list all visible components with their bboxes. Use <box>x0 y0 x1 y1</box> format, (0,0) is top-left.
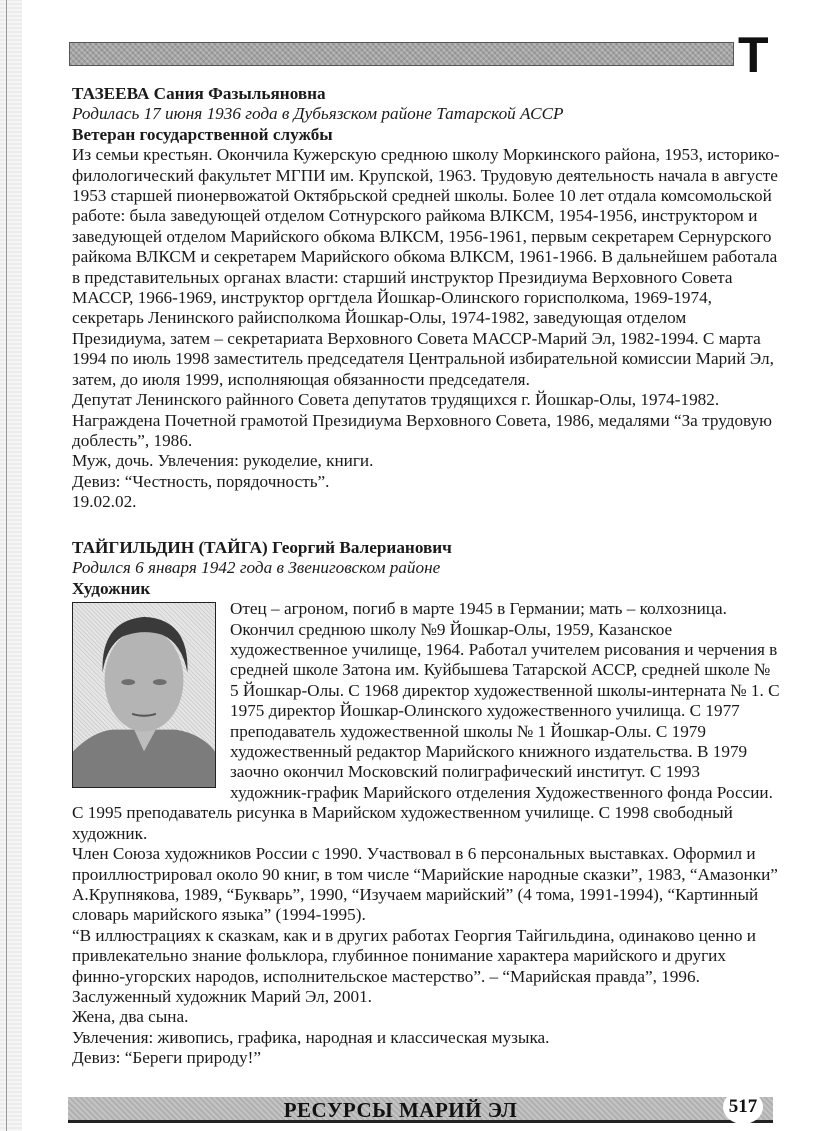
bio-paragraph: Жена, два сына. <box>72 1007 189 1027</box>
bio-date: 19.02.02. <box>72 492 137 512</box>
footer-title: РЕСУРСЫ МАРИЙ ЭЛ <box>283 1098 518 1122</box>
bio-paragraph: Член Союза художников России с 1990. Участвовал в 6 персональных выставках. Оформил и проиллюстрировал около 90 книг, в том числе “Марийские народные сказки”, 1983, “Амазонки” А.Крупнякова, 1989, “Букварь”, 1990, “Изучаем марийский” (4 тома, 1991-1994), “Картинный словарь марийского языка” (1994-1995). <box>72 844 778 925</box>
bio-paragraph: Заслуженный художник Марий Эл, 2001. <box>72 986 372 1006</box>
page-number: 517 <box>723 1090 763 1124</box>
bio-paragraph: Награждена Почетной грамотой Президиума Верховного Совета, 1986, медалями “За трудовую доблесть”, 1986. <box>72 410 773 450</box>
bio-paragraph: Из семьи крестьян. Окончила Кужерскую среднюю школу Моркинского района, 1953, историко-филологический факультет МГПИ им. Крупской, 1963. Трудовую деятельность начала в августе 1953 старшей пионервожатой Октябрьской средней школы. Более 10 лет отдала комсомольской работе: была заведующей отделом Сотнурского райкома ВЛКСМ, 1954-1956, инструктором и заведующей отделом Марийского обкома ВЛКСМ, 1956-1961, первым секретарем Сернурского райкома ВЛКСМ и секретарем Марийского обкома ВЛКСМ, 1961-1966. В дальнейшем работала в представительных органах власти: старший инструктор Президиума Верховного Совета МАССР, 1966-1969, инструктор оргтдела Йошкар-Олинского горисполкома, 1969-1974, секретарь Ленинского райисполкома Йошкар-Олы, 1974-1982, заведующая отделом Президиума, затем – секретариата Верховного Совета МАССР-Марий Эл, 1982-1994. С марта 1994 по июль 1998 заместитель председателя Центральной избирательной комиссии Марий Эл, затем, до июля 1999, исполняющая обязанности председателя. <box>72 145 780 389</box>
bio-paragraph: Отец – агроном, погиб в марте 1945 в Германии; мать – колхозница. Окончил среднюю школу №9 Йошкар-Олы, 1959, Казанское художественное училище, 1964. Работал учителем рисования и черчения в средней школе Затона им. Куйбышева Татарской АССР, средней школе № 5 Йошкар-Олы. С 1968 директор художественной школы-интерната № 1. С 1975 директор Йошкар-Олинского художественного училища. С 1977 преподаватель художественной школы № 1 Йошкар-Олы. С 1979 художественный редактор Марийского книжного издательства. В 1979 заочно окончил Московский полиграфический институт. С 1993 художник-график Марийского отделения Художественного фонда России. С 1995 преподаватель рисунка в Марийском художественном училище. С 1998 свободный художник. <box>72 599 780 843</box>
portrait-eye-right <box>153 679 167 685</box>
bio-paragraph: Девиз: “Честность, порядочность”. <box>72 471 330 491</box>
page-left-edge <box>0 0 22 1131</box>
biography-entry <box>72 84 780 513</box>
person-title: Ветеран государственной службы <box>72 124 333 144</box>
bio-paragraph: Увлечения: живопись, графика, народная и классическая музыка. <box>72 1027 550 1047</box>
header-bar <box>69 42 734 66</box>
person-name: ТАЙГИЛЬДИН (ТАЙГА) Георгий Валерианович <box>72 538 452 557</box>
bio-paragraph: Девиз: “Береги природу!” <box>72 1048 262 1068</box>
birth-info: Родилась 17 июня 1936 года в Дубьязском районе Татарской АССР <box>72 104 564 124</box>
page-binding-line <box>6 0 7 1131</box>
portrait-eye-left <box>121 679 135 685</box>
person-name: ТАЗЕЕВА Сания Фазыльяновна <box>72 84 326 103</box>
person-title: Художник <box>72 578 151 598</box>
bio-paragraph: Депутат Ленинского райнного Совета депутатов трудящихся г. Йошкар-Олы, 1974-1982. <box>72 390 720 410</box>
portrait-image <box>73 603 215 787</box>
bio-quote: “В иллюстрациях к сказкам, как и в других работах Георгия Тайгильдина, одинаково ценно и привлекательно знание фольклора, глубинное понимание характера марийского и других финно-угорских народов, исполнительское мастерство”. – “Марийская правда”, 1996. <box>72 925 756 986</box>
biography-entry <box>72 538 780 1069</box>
bio-paragraph: Муж, дочь. Увлечения: рукоделие, книги. <box>72 451 374 471</box>
portrait-photo <box>72 602 216 788</box>
section-letter: Т <box>738 27 769 83</box>
birth-info: Родился 6 января 1942 года в Звениговском районе <box>72 558 441 578</box>
